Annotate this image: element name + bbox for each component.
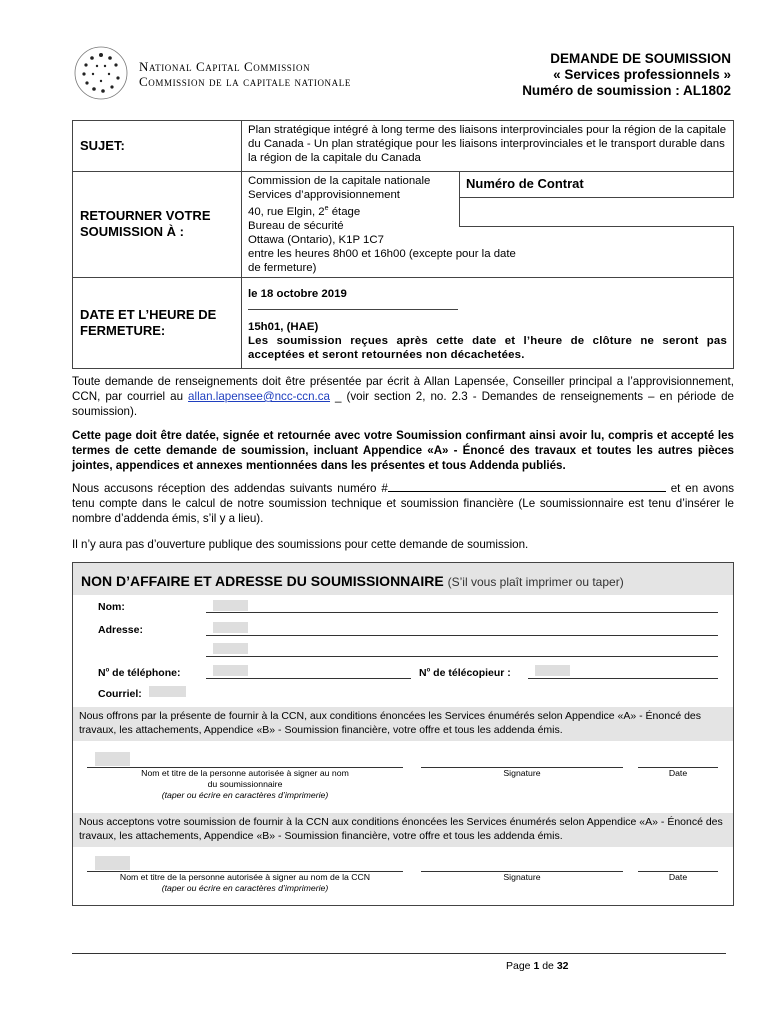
subject-text: Plan stratégique intégré à long terme des liaisons interprovinciales pour la région de la capitale du Canada - Un plan stratégique pour les liaisons interprovinciales et le transport durable dans la région de la capitale du Canada xyxy=(242,121,734,172)
doc-subtitle: « Services professionnels » xyxy=(553,67,731,82)
bidder-section-header: NON D’AFFAIRE ET ADRESSE DU SOUMISSIONNAIRE (S’il vous plaît imprimer ou taper) xyxy=(73,563,733,595)
accept-name-caption: Nom et titre de la personne autorisée à signer au nom de la CCN (taper ou écrire en caractères d’imprimerie) xyxy=(119,872,371,893)
name-input[interactable] xyxy=(206,612,718,613)
return-line: Ottawa (Ontario), K1P 1C7 xyxy=(248,233,384,246)
return-label: RETOURNER VOTRE SOUMISSION À : xyxy=(73,172,242,278)
organization-name xyxy=(139,59,351,89)
closing-details xyxy=(242,277,734,368)
org-name-en: National Capital Commission xyxy=(139,59,311,74)
accept-date-caption: Date xyxy=(668,872,688,882)
submission-info-table xyxy=(72,120,734,369)
ncc-logo-icon xyxy=(72,44,130,102)
email-input[interactable] xyxy=(149,686,186,697)
return-line: Commission de la capitale nationale xyxy=(248,175,431,187)
address-field-marker xyxy=(213,643,248,654)
accept-name-marker xyxy=(95,856,130,870)
address-input-line1[interactable] xyxy=(206,635,718,636)
offer-name-caption: Nom et titre de la personne autorisée à signer au nom du soumissionnaire (taper ou écrire en caractères d’imprimerie) xyxy=(141,768,349,800)
fax-input[interactable] xyxy=(528,678,718,679)
contact-email-link[interactable]: allan.lapensee@ncc-ccn.ca xyxy=(188,390,331,403)
offer-signature-caption: Signature xyxy=(503,768,541,778)
return-line-floor: 40, rue Elgin, 2e étage xyxy=(248,205,361,218)
contract-number-label: Numéro de Contrat xyxy=(460,171,734,198)
closing-label: DATE ET L’HEURE DE FERMETURE: xyxy=(73,277,242,368)
addenda-number-field[interactable] xyxy=(388,481,666,492)
acceptance-statement: Nous acceptons votre soumission de fournir à la CCN aux conditions énoncées les Services énumérés selon Appendice «A» - Énoncé des travaux, les attachements, Appendice «B» - Soumission financière, votre offre et tous les addenda émis. xyxy=(73,813,733,847)
fax-field-marker xyxy=(535,665,570,676)
address-label: Adresse: xyxy=(98,624,143,636)
closing-date: le 18 octobre 2019 xyxy=(248,280,458,310)
phone-field-marker xyxy=(213,665,248,676)
offer-name-marker xyxy=(95,752,130,766)
subject-label: SUJET: xyxy=(73,121,242,172)
contract-number-box xyxy=(459,171,734,227)
address-input-line2[interactable] xyxy=(206,656,718,657)
fax-label: $N^o$ de télécopieur : xyxy=(419,667,511,679)
accept-signature-caption: Signature xyxy=(503,872,541,882)
closing-note: Les soumission reçues après cette date et l’heure de clôture ne seront pas acceptées et seront retournées non décachetées. xyxy=(248,334,727,361)
phone-input[interactable] xyxy=(206,678,411,679)
return-line: Services d’approvisionnement xyxy=(248,189,400,201)
return-line: entre les heures 8h00 et 16h00 (excepte pour la date de fermeture) xyxy=(248,247,516,274)
document-header xyxy=(522,51,731,99)
contract-number-field[interactable] xyxy=(460,198,734,226)
acknowledgement-paragraph: Cette page doit être datée, signée et retournée avec votre Soumission confirmant ainsi avoir lu, compris et accepté les termes de cette demande de soumission, incluant Appendice «A» - Énoncé des travaux et toutes les autres pièces jointes, appendices et annexes mentionnées dans les présentes et tous Addenda publiés. xyxy=(72,429,734,472)
email-label: Courriel: xyxy=(98,688,142,700)
offer-date-caption: Date xyxy=(668,768,688,778)
org-name-fr: Commission de la capitale nationale xyxy=(139,74,351,89)
addenda-paragraph: Nous accusons réception des addendas suivants numéro # et en avons tenu compte dans le calcul de notre soumission technique et soumission financière (Le soumissionnaire est tenu d’insérer le nombre d’addenda émis, s’il y a lieu). xyxy=(72,482,734,525)
no-public-opening-paragraph: Il n’y aura pas d’ouverture publique des soumissions pour cette demande de soumission. xyxy=(72,538,529,551)
return-line: Bureau de sécurité xyxy=(248,219,344,232)
inquiry-paragraph: Toute demande de renseignements doit être présentée par écrit à Allan Lapensée, Conseiller principal a l’approvisionnement, CCN, par courriel au allan.lapensee@ncc-ccn.ca _ (voir section 2, no. 2.3 - Demandes de renseignements – en période de soumission). xyxy=(72,375,734,418)
bidder-section xyxy=(72,562,734,906)
name-field-marker xyxy=(213,600,248,611)
page-number: Page 1 de 32 xyxy=(506,960,569,972)
doc-title: DEMANDE DE SOUMISSION xyxy=(550,51,731,66)
closing-time: 15h01, (HAE) xyxy=(248,320,319,333)
footer-rule xyxy=(72,953,726,954)
offer-statement: Nous offrons par la présente de fournir à la CCN, aux conditions énoncées les Services énumérés selon Appendice «A» - Énoncé des travaux, les attachements, Appendice «B» - Soumission financière, votre offre et tous les addenda émis. xyxy=(73,707,733,741)
doc-number: Numéro de soumission : AL1802 xyxy=(522,83,731,98)
phone-label: $N^o$ de téléphone: xyxy=(98,667,181,679)
name-label: Nom: xyxy=(98,601,125,613)
address-field-marker xyxy=(213,622,248,633)
